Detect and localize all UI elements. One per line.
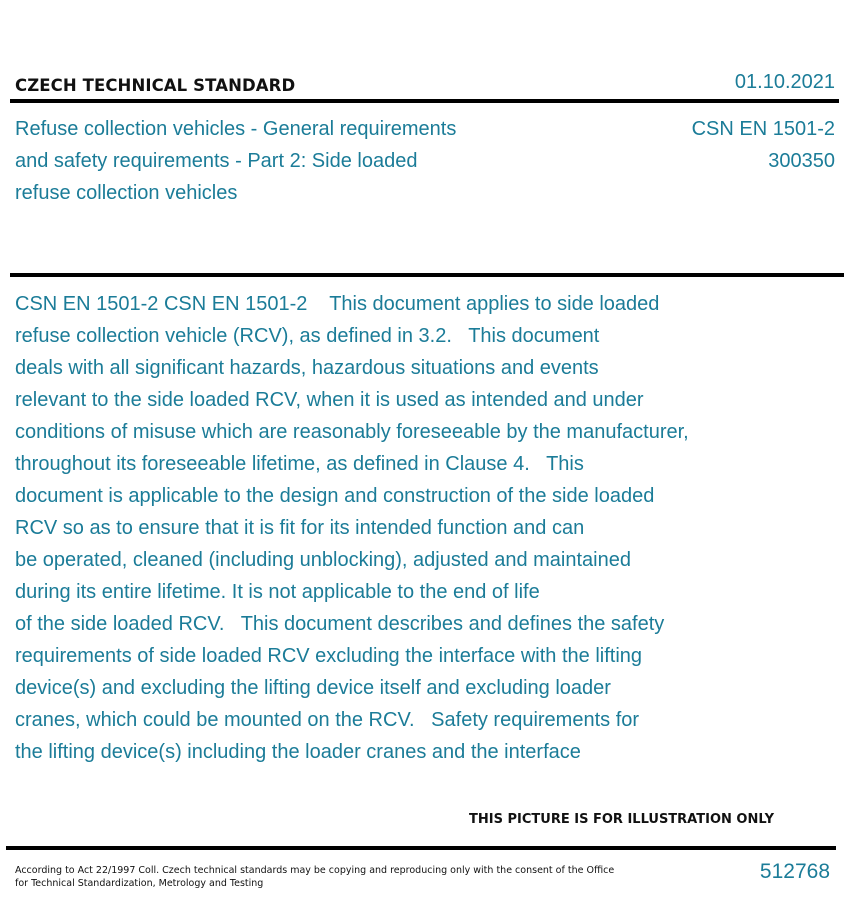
standard-identifiers: [692, 113, 835, 177]
abstract-line: throughout its foreseeable lifetime, as defined in Clause 4. This: [15, 453, 584, 475]
standard-type-label: CZECH TECHNICAL STANDARD: [15, 76, 296, 95]
catalog-number: 300350: [768, 150, 835, 172]
standard-title: [15, 113, 535, 209]
publication-date: 01.10.2021: [734, 71, 835, 93]
abstract-line: refuse collection vehicle (RCV), as defined in 3.2. This document: [15, 325, 600, 347]
abstract-line: during its entire lifetime. It is not applicable to the end of life: [15, 581, 540, 603]
illustration-disclaimer: THIS PICTURE IS FOR ILLUSTRATION ONLY: [469, 812, 774, 827]
title-line: refuse collection vehicles: [15, 182, 238, 204]
abstract-line: of the side loaded RCV. This document describes and defines the safety: [15, 613, 665, 635]
header-divider: [10, 99, 839, 103]
title-line: Refuse collection vehicles - General requirements: [15, 118, 457, 140]
legal-notice-line: for Technical Standardization, Metrology and Testing: [15, 878, 264, 889]
standard-code: CSN EN 1501-2: [691, 118, 835, 140]
abstract-line: relevant to the side loaded RCV, when it is used as intended and under: [15, 389, 644, 411]
abstract-line: CSN EN 1501-2 CSN EN 1501-2 This document applies to side loaded: [15, 293, 660, 315]
abstract-line: requirements of side loaded RCV excluding the interface with the lifting: [15, 645, 643, 667]
abstract-line: RCV so as to ensure that it is fit for its intended function and can: [15, 517, 585, 539]
abstract-line: conditions of misuse which are reasonably foreseeable by the manufacturer,: [15, 421, 689, 443]
legal-notice-line: According to Act 22/1997 Coll. Czech technical standards may be copying and reproducing only with the consent of the Office: [15, 865, 615, 876]
footer-divider: [6, 846, 836, 850]
legal-notice: [15, 864, 615, 890]
abstract-text: [15, 288, 815, 768]
abstract-line: document is applicable to the design and construction of the side loaded: [15, 485, 655, 507]
abstract-line: deals with all significant hazards, hazardous situations and events: [15, 357, 599, 379]
document-number: 512768: [759, 860, 830, 883]
abstract-line: cranes, which could be mounted on the RCV. Safety requirements for: [15, 709, 640, 731]
abstract-line: be operated, cleaned (including unblocking), adjusted and maintained: [15, 549, 631, 571]
title-line: and safety requirements - Part 2: Side loaded: [15, 150, 418, 172]
abstract-line: the lifting device(s) including the loader cranes and the interface: [15, 741, 581, 763]
title-divider: [10, 273, 844, 277]
abstract-line: device(s) and excluding the lifting device itself and excluding loader: [15, 677, 611, 699]
